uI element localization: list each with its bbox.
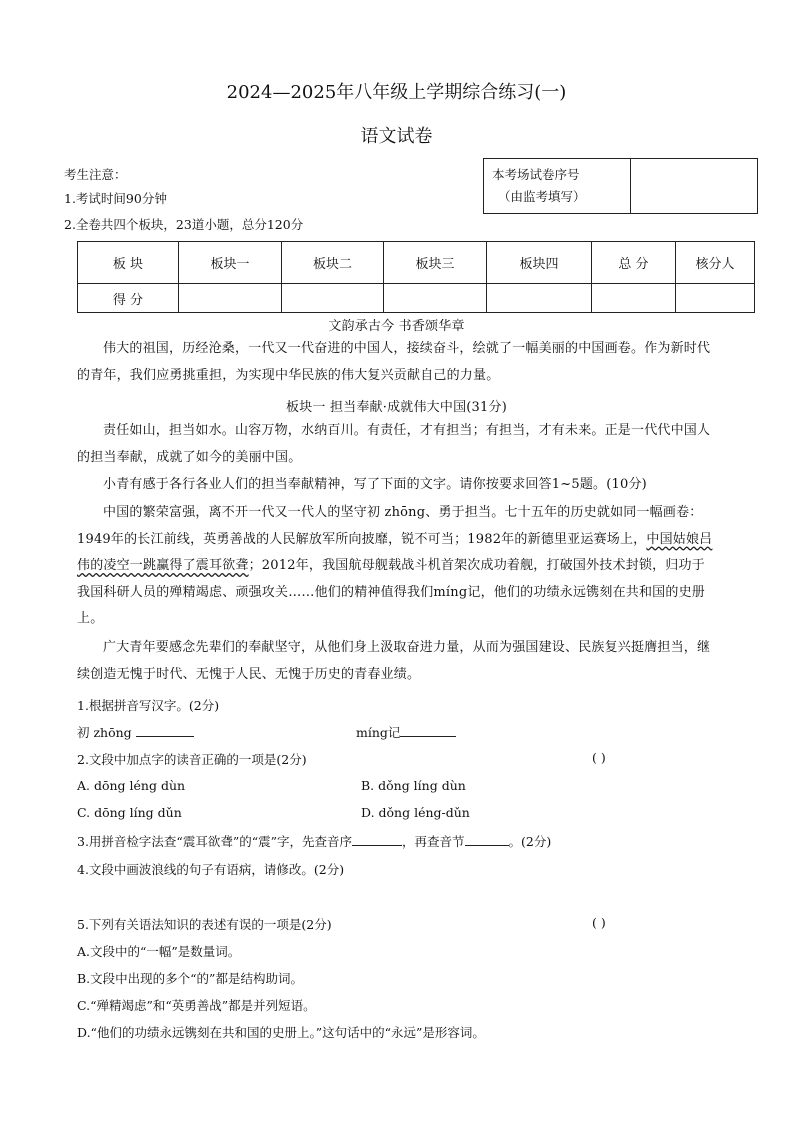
score-header-part2: 板块二 xyxy=(282,242,384,284)
question-1-item-b-label: míng记 xyxy=(356,725,401,740)
score-cell-part2[interactable] xyxy=(282,284,384,313)
intro-paragraph: 伟大的祖国，历经沧桑，一代又一代奋进的中国人，接续奋斗，绘就了一幅美丽的中国画卷。作为新时代的青年，我们应勇挑重担，为实现中华民族的伟大复兴贡献自己的力量。 xyxy=(77,341,711,383)
question-1-item-a-label: 初 zhōng xyxy=(77,725,132,740)
section1-paragraph3 xyxy=(77,500,717,633)
question-3-part-c: 。(2分) xyxy=(508,834,552,849)
question-2-option-a[interactable]: A. dōng léng dùn xyxy=(77,778,186,793)
question-4: 4.文段中画波浪线的句子有语病，请修改。(2分) xyxy=(77,862,345,877)
notice-heading: 考生注意： xyxy=(64,167,127,182)
section1-paragraph1: 责任如山，担当如水。山容万物，水纳百川。有责任，才有担当；有担当，才有未来。正是一代代中国人的担当奉献，成就了如今的美丽中国。 xyxy=(77,423,711,465)
score-table xyxy=(77,241,755,313)
question-5-option-c[interactable]: C.“殚精竭虑”和“英勇善战”都是并列短语。 xyxy=(77,998,316,1013)
seat-number-box xyxy=(483,158,758,214)
answer-blank-ming[interactable] xyxy=(400,736,456,737)
question-1-item-b xyxy=(356,723,456,741)
score-header-total: 总 分 xyxy=(592,242,676,284)
paragraph3-part-b: ；2012年，我国航母舰载战斗机首架次成功着舰，打破国外技术封锁，归功于我国科研人员的殚精竭虑、顽强攻关……他们的精神值得我们míng记，他们的功绩永远镌刻在共和国的史册上。 xyxy=(77,558,705,626)
exam-title: 2024—2025年八年级上学期综合练习(一) xyxy=(226,82,567,103)
score-header-section: 板 块 xyxy=(78,242,179,284)
answer-blank-yinxu[interactable] xyxy=(352,845,402,846)
notice-item-structure: 2.全卷共四个板块，23道小题，总分120分 xyxy=(64,217,304,232)
score-row-label: 得 分 xyxy=(78,284,179,313)
seat-number-label-line1: 本考场试卷序号 xyxy=(492,167,580,182)
score-cell-total[interactable] xyxy=(592,284,676,313)
score-header-part1: 板块一 xyxy=(179,242,282,284)
question-2: 2.文段中加点字的读音正确的一项是(2分) xyxy=(77,752,307,767)
question-3-part-b: ，再查音节 xyxy=(402,834,465,849)
score-cell-part3[interactable] xyxy=(384,284,487,313)
paragraph3-part-a: 中国的繁荣富强，离不开一代又一代人的坚守初 zhōng、勇于担当。七十五年的历史就如同一幅画卷：1949年的长江前线，英勇善战的人民解放军所向披靡，锐不可当；1982年的新德里亚运赛场上， xyxy=(77,505,703,547)
exam-subject: 语文试卷 xyxy=(360,126,433,147)
question-5: 5.下列有关语法知识的表述有误的一项是(2分) xyxy=(77,917,332,932)
score-cell-part1[interactable] xyxy=(179,284,282,313)
wavy-underlined-sentence: 中国姑娘吕伟的凌空一跳赢得了震耳欲聋 xyxy=(77,531,713,573)
theme-heading: 文韵承古今 书香颂华章 xyxy=(328,319,465,334)
section1-heading: 板块一 担当奉献·成就伟大中国(31分) xyxy=(286,400,507,415)
question-5-option-a[interactable]: A.文段中的“一幅”是数量词。 xyxy=(77,944,241,959)
question-5-answer-paren[interactable]: ( ) xyxy=(592,915,606,930)
notice-item-time: 1.考试时间90分钟 xyxy=(64,191,167,206)
score-cell-checker[interactable] xyxy=(676,284,755,313)
question-2-option-b[interactable]: B. dǒng líng dùn xyxy=(361,778,466,793)
question-3-part-a: 3.用拼音检字法查“震耳欲聋”的“震”字，先查音序 xyxy=(77,834,352,849)
section1-paragraph2: 小青有感于各行各业人们的担当奉献精神，写了下面的文字。请你按要求回答1~5题。(10分) xyxy=(103,477,647,492)
seat-number-label xyxy=(484,159,631,214)
question-5-option-b[interactable]: B.文段中出现的多个“的”都是结构助词。 xyxy=(77,971,303,986)
question-2-answer-paren[interactable]: ( ) xyxy=(592,750,606,765)
question-2-option-d[interactable]: D. dǒng léng-dǔn xyxy=(361,805,470,820)
question-1-item-a xyxy=(77,723,194,741)
answer-blank-zhong[interactable] xyxy=(136,736,194,737)
seat-number-value[interactable] xyxy=(631,159,758,214)
score-header-part4: 板块四 xyxy=(487,242,592,284)
question-2-option-c[interactable]: C. dōng líng dǔn xyxy=(77,805,182,820)
question-5-option-d[interactable]: D.“他们的功绩永远镌刻在共和国的史册上。”这句话中的“永远”是形容词。 xyxy=(77,1025,485,1040)
question-1: 1.根据拼音写汉字。(2分) xyxy=(77,698,220,713)
section1-paragraph4: 广大青年要感念先辈们的奉献坚守，从他们身上汲取奋进力量，从而为强国建设、民族复兴挺膺担当，继续创造无愧于时代、无愧于人民、无愧于历史的青春业绩。 xyxy=(77,640,711,682)
score-header-checker: 核分人 xyxy=(676,242,755,284)
score-header-part3: 板块三 xyxy=(384,242,487,284)
score-cell-part4[interactable] xyxy=(487,284,592,313)
answer-blank-yinjie[interactable] xyxy=(465,845,509,846)
question-3 xyxy=(77,832,551,850)
seat-number-label-line2: （由监考填写） xyxy=(498,189,586,204)
